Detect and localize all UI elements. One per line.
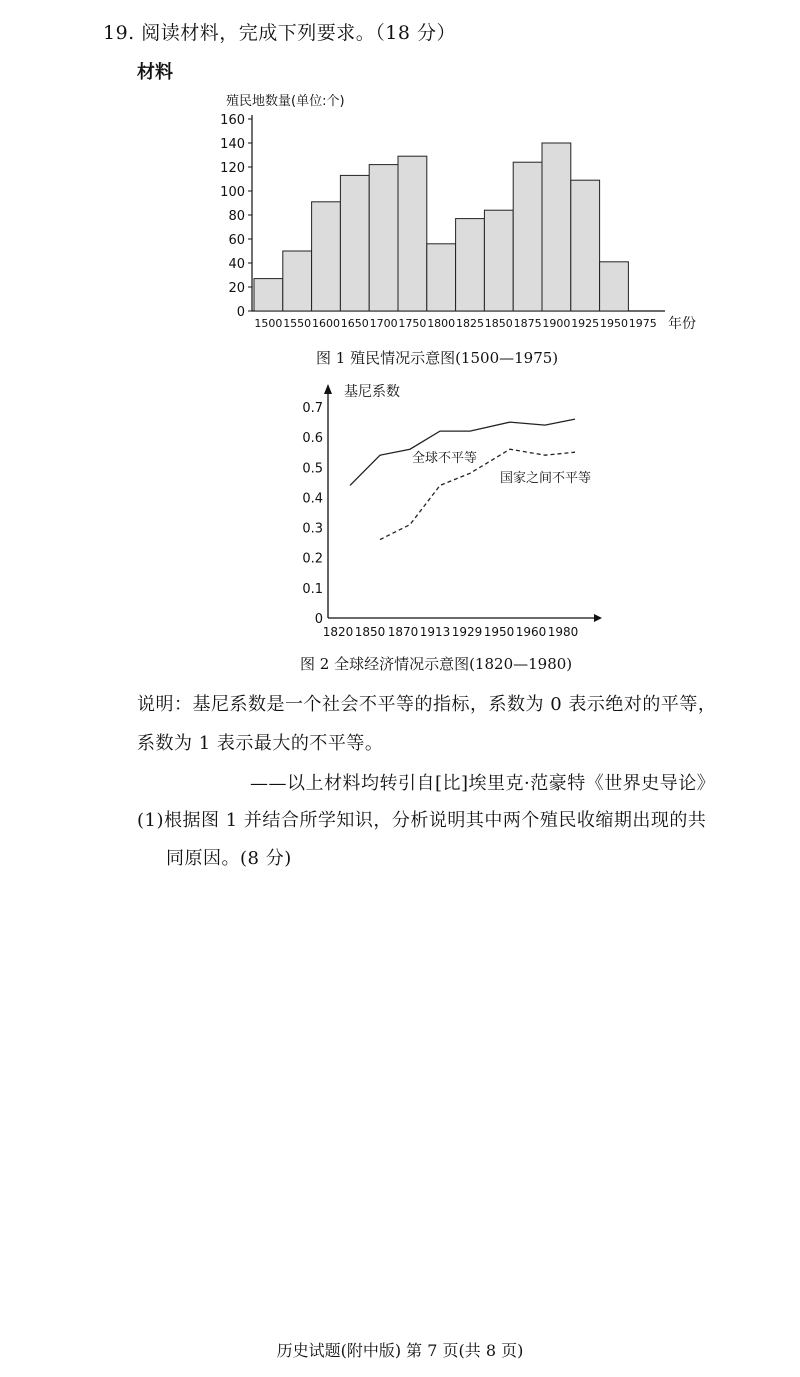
chart2-x-tick-label: 1950 [483, 625, 515, 639]
between-country-inequality-line [380, 449, 575, 539]
chart1-x-tick-label: 1925 [571, 317, 600, 330]
chart1-x-tick-label: 1950 [600, 317, 628, 330]
chart1-x-tick-label: 1750 [398, 317, 427, 330]
chart2-x-tick-label: 1850 [354, 625, 386, 639]
chart1-bar [456, 219, 485, 311]
chart1-x-tick-label: 1500 [254, 317, 283, 330]
chart1-bar [513, 162, 542, 311]
chart1-bar [283, 251, 312, 311]
colony-bar-chart [200, 85, 720, 337]
chart1-y-tick-label: 140 [220, 137, 245, 152]
sub-question-line-1: (1)根据图 1 并结合所学知识，分析说明其中两个殖民收缩期出现的共 [137, 810, 707, 831]
sub-question-line-2: 同原因。(8 分) [166, 848, 292, 869]
chart2-caption: 图 2 全球经济情况示意图(1820—1980) [300, 655, 573, 673]
chart2-y-tick-label: 0.5 [302, 461, 323, 477]
chart1-x-tick-label: 1875 [513, 317, 542, 330]
chart1-bar [340, 175, 369, 311]
chart1-ylabel: 殖民地数量(单位:个) [226, 94, 345, 109]
chart2-x-tick-label: 1960 [515, 625, 547, 639]
chart1-x-tick-label: 1900 [542, 317, 571, 330]
chart1-xlabel: 年份 [668, 316, 696, 332]
chart2-x-tick-label: 1980 [547, 625, 579, 639]
chart1-x-tick-label: 1800 [427, 317, 456, 330]
chart1-x-tick-label: 1850 [484, 317, 513, 330]
chart1-bar [369, 165, 398, 311]
chart1-x-tick-label: 1550 [283, 317, 312, 330]
chart1-x-tick-label: 1650 [340, 317, 369, 330]
gini-line-chart [300, 378, 630, 646]
chart2-ylabel: 基尼系数 [344, 384, 400, 400]
chart2-y-tick-label: 0.7 [302, 401, 323, 416]
chart1-bar [542, 143, 571, 311]
chart1-bar [484, 210, 513, 311]
note-line-1: 说明：基尼系数是一个社会不平等的指标，系数为 0 表示绝对的平等， [137, 694, 717, 715]
chart2-y-tick-label: 0.3 [302, 521, 323, 537]
chart1-bar [398, 156, 427, 311]
chart2-y-tick-label: 0 [314, 612, 323, 627]
page-footer: 历史试题(附中版) 第 7 页(共 8 页) [276, 1341, 524, 1360]
chart1-y-tick-label: 160 [220, 113, 245, 128]
chart2-x-tick-label: 1820 [322, 625, 354, 639]
chart1-y-tick-label: 40 [228, 257, 245, 272]
chart1-x-tick-label: 1975 [628, 317, 657, 330]
chart2-y-tick-label: 0.6 [302, 431, 323, 447]
series-label-global: 全球不平等 [412, 451, 478, 466]
chart2-x-tick-label: 1870 [387, 625, 419, 639]
chart1-y-tick-label: 80 [228, 209, 245, 224]
chart2-y-tick-label: 0.1 [302, 581, 323, 597]
chart1-bar [571, 180, 600, 311]
question-title: 19. 阅读材料，完成下列要求。（18 分） [103, 22, 456, 44]
chart1-x-tick-label: 1700 [369, 317, 398, 330]
source-citation: ——以上材料均转引自[比]埃里克·范豪特《世界史导论》 [250, 773, 716, 794]
material-label: 材料 [137, 62, 173, 83]
chart1-bar [600, 262, 629, 311]
chart2-x-axis-arrow [594, 614, 602, 622]
chart1-y-tick-label: 60 [228, 233, 245, 248]
chart2-x-tick-label: 1929 [451, 625, 483, 639]
chart1-y-tick-label: 120 [220, 161, 245, 176]
chart1-bar [312, 202, 341, 311]
chart2-y-tick-label: 0.4 [302, 491, 323, 507]
chart2-x-tick-label: 1913 [419, 625, 451, 639]
chart1-y-tick-label: 100 [220, 185, 245, 200]
chart1-bar [427, 244, 456, 311]
chart1-x-tick-label: 1600 [312, 317, 340, 330]
chart2-y-tick-label: 0.2 [302, 551, 323, 567]
series-label-between-countries: 国家之间不平等 [500, 471, 592, 486]
chart1-y-tick-label: 20 [228, 281, 245, 296]
chart1-x-tick-label: 1825 [456, 317, 484, 330]
chart2-y-axis-arrow [324, 384, 332, 394]
chart1-caption: 图 1 殖民情况示意图(1500—1975) [316, 349, 559, 367]
note-line-2: 系数为 1 表示最大的不平等。 [137, 733, 384, 754]
chart1-y-tick-label: 0 [236, 305, 245, 320]
chart1-bar [254, 279, 283, 311]
